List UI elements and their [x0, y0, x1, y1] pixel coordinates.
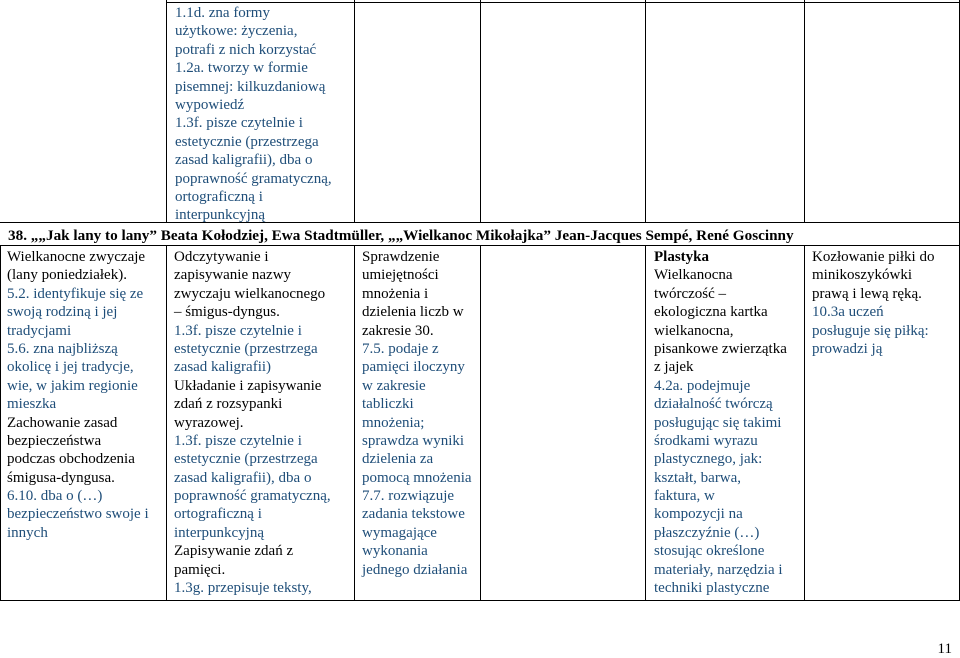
text-line: 4.2a. podejmuje: [654, 377, 751, 394]
col6-pe: [812, 248, 934, 358]
text-line: 1.3g. przepisuje teksty,: [174, 580, 312, 597]
text-line: mieszka: [7, 396, 57, 413]
text-line: Plastyka: [654, 249, 710, 265]
text-line: estetycznie (przestrzega: [175, 133, 319, 150]
lesson-header: 38. „„Jak lany to lany” Beata Kołodziej, Ewa Stadtmüller, „„Wielkanoc Mikołajka” Jean-Jacques Sempé, René Goscinny: [8, 227, 794, 244]
text-line: 1.3f. pisze czytelnie i: [174, 322, 302, 339]
text-line: Zapisywanie zdań z: [174, 543, 294, 560]
text-line: faktura, w: [654, 488, 715, 505]
text-line: minikoszykówki: [812, 267, 912, 284]
rule-col5-right-lower: [804, 245, 805, 601]
text-line: Wielkanocna: [654, 267, 733, 284]
text-line: bezpieczeństwo swoje i: [7, 506, 149, 523]
text-line: innych: [7, 524, 48, 541]
text-line: prowadzi ją: [812, 340, 883, 357]
text-line: (lany poniedziałek).: [7, 267, 127, 284]
text-line: Układanie i zapisywanie: [174, 377, 322, 394]
text-line: zwyczaju wielkanocnego: [174, 285, 326, 302]
text-line: 5.6. zna najbliższą: [7, 340, 118, 357]
text-line: Zachowanie zasad: [7, 414, 118, 431]
rule-left-edge: [0, 245, 1, 601]
text-line: wypowiedź: [175, 96, 245, 113]
col1-topics: [7, 248, 149, 542]
text-line: podczas obchodzenia: [7, 451, 135, 468]
text-line: tradycjami: [7, 322, 72, 339]
text-line: zasad kaligrafii), dba o: [174, 469, 312, 486]
text-line: zapisywanie nazwy: [174, 267, 292, 284]
text-line: poprawność gramatyczną,: [174, 488, 331, 505]
text-line: mnożenia i: [362, 285, 429, 302]
rule-col4-right: [645, 0, 646, 223]
text-line: techniki plastyczne: [654, 580, 770, 597]
text-line: pamięci.: [174, 561, 226, 578]
text-line: z jajek: [654, 359, 694, 376]
text-line: estetycznie (przestrzega: [174, 451, 318, 468]
page-number: 11: [937, 641, 952, 657]
text-line: swoją rodziną i jej: [7, 304, 118, 321]
rule-col3-right: [480, 0, 481, 223]
text-line: umiejętności: [362, 267, 439, 284]
text-line: pamięci iloczyny: [362, 359, 465, 376]
text-line: pisankowe zwierzątka: [654, 340, 787, 357]
rule-col2-right: [354, 0, 355, 223]
text-line: zdań z rozsypanki: [174, 396, 283, 413]
text-line: materiały, narzędzia i: [654, 561, 783, 578]
text-line: potrafi z nich korzystać: [175, 41, 317, 58]
text-line: 1.2a. tworzy w formie: [175, 60, 308, 77]
text-line: 1.3f. pisze czytelnie i: [175, 115, 303, 132]
text-line: wielkanocna,: [654, 322, 734, 339]
text-line: 7.7. rozwiązuje: [362, 488, 455, 505]
text-line: 10.3a uczeń: [812, 304, 884, 321]
text-line: okolicę i jej tradycje,: [7, 359, 134, 376]
text-line: ekologiczna kartka: [654, 304, 768, 321]
text-line: 7.5. podaje z: [362, 340, 439, 357]
text-line: poprawność gramatyczną,: [175, 170, 332, 187]
text-line: Odczytywanie i: [174, 249, 269, 265]
text-line: wyrazowej.: [174, 414, 244, 431]
text-line: wymagające: [362, 524, 437, 541]
text-line: mnożenia;: [362, 414, 425, 431]
text-line: sprawdza wyniki: [362, 432, 465, 449]
col2-polish: [174, 248, 331, 597]
text-line: działalność twórczą: [654, 396, 773, 413]
text-line: wykonania: [362, 543, 428, 560]
col3-math: [362, 248, 472, 579]
text-line: Kozłowanie piłki do: [812, 249, 935, 265]
text-line: śmigusa-dyngusa.: [7, 469, 115, 486]
rule-col2-right-lower: [354, 245, 355, 601]
text-line: dzielenia za: [362, 451, 434, 468]
text-line: jednego działania: [362, 561, 468, 578]
text-line: zasad kaligrafii), dba o: [175, 152, 313, 169]
text-line: pisemnej: kilkuzdaniową: [175, 78, 326, 95]
text-line: posługując się takimi: [654, 414, 782, 431]
text-line: płaszczyźnie (…): [654, 524, 760, 541]
text-line: stosując określone: [654, 543, 765, 560]
text-line: posługuje się piłką:: [812, 322, 929, 339]
text-line: 1.3f. pisze czytelnie i: [174, 432, 302, 449]
rule-top-edge: [166, 2, 960, 3]
text-line: – śmigus-dyngus.: [174, 304, 280, 321]
text-line: pomocą mnożenia: [362, 469, 472, 486]
text-line: w zakresie: [362, 377, 426, 394]
col5-art: [654, 248, 787, 597]
text-line: ortograficzną i: [175, 188, 263, 205]
text-line: interpunkcyjną: [174, 524, 264, 541]
text-line: wie, w jakim regionie: [7, 377, 138, 394]
text-line: Wielkanocne zwyczaje: [7, 249, 146, 265]
rule-col1-right: [166, 0, 167, 223]
text-line: twórczość –: [654, 285, 727, 302]
text-line: dzielenia liczb w: [362, 304, 464, 321]
text-line: bezpieczeństwa: [7, 432, 102, 449]
text-line: kompozycji na: [654, 506, 743, 523]
text-line: 5.2. identyfikuje się ze: [7, 285, 144, 302]
text-line: estetycznie (przestrzega: [174, 340, 318, 357]
text-line: interpunkcyjną: [175, 207, 265, 224]
text-line: zakresie 30.: [362, 322, 434, 339]
text-line: zadania tekstowe: [362, 506, 465, 523]
text-line: prawą i lewą ręką.: [812, 285, 922, 302]
text-line: tabliczki: [362, 396, 414, 413]
rule-col1-right-lower: [166, 245, 167, 601]
rule-col5-right: [804, 0, 805, 223]
text-line: 1.1d. zna formy: [175, 5, 270, 21]
rule-col4-right-lower: [645, 245, 646, 601]
text-line: ortograficzną i: [174, 506, 262, 523]
top-row-col2-text: [175, 4, 332, 225]
text-line: kształt, barwa,: [654, 469, 742, 486]
rule-col3-right-lower: [480, 245, 481, 601]
text-line: Sprawdzenie: [362, 249, 440, 265]
text-line: zasad kaligrafii): [174, 359, 272, 376]
text-line: środkami wyrazu: [654, 432, 758, 449]
text-line: plastycznego, jak:: [654, 451, 763, 468]
text-line: użytkowe: życzenia,: [175, 23, 298, 40]
text-line: 6.10. dba o (…): [7, 488, 103, 505]
